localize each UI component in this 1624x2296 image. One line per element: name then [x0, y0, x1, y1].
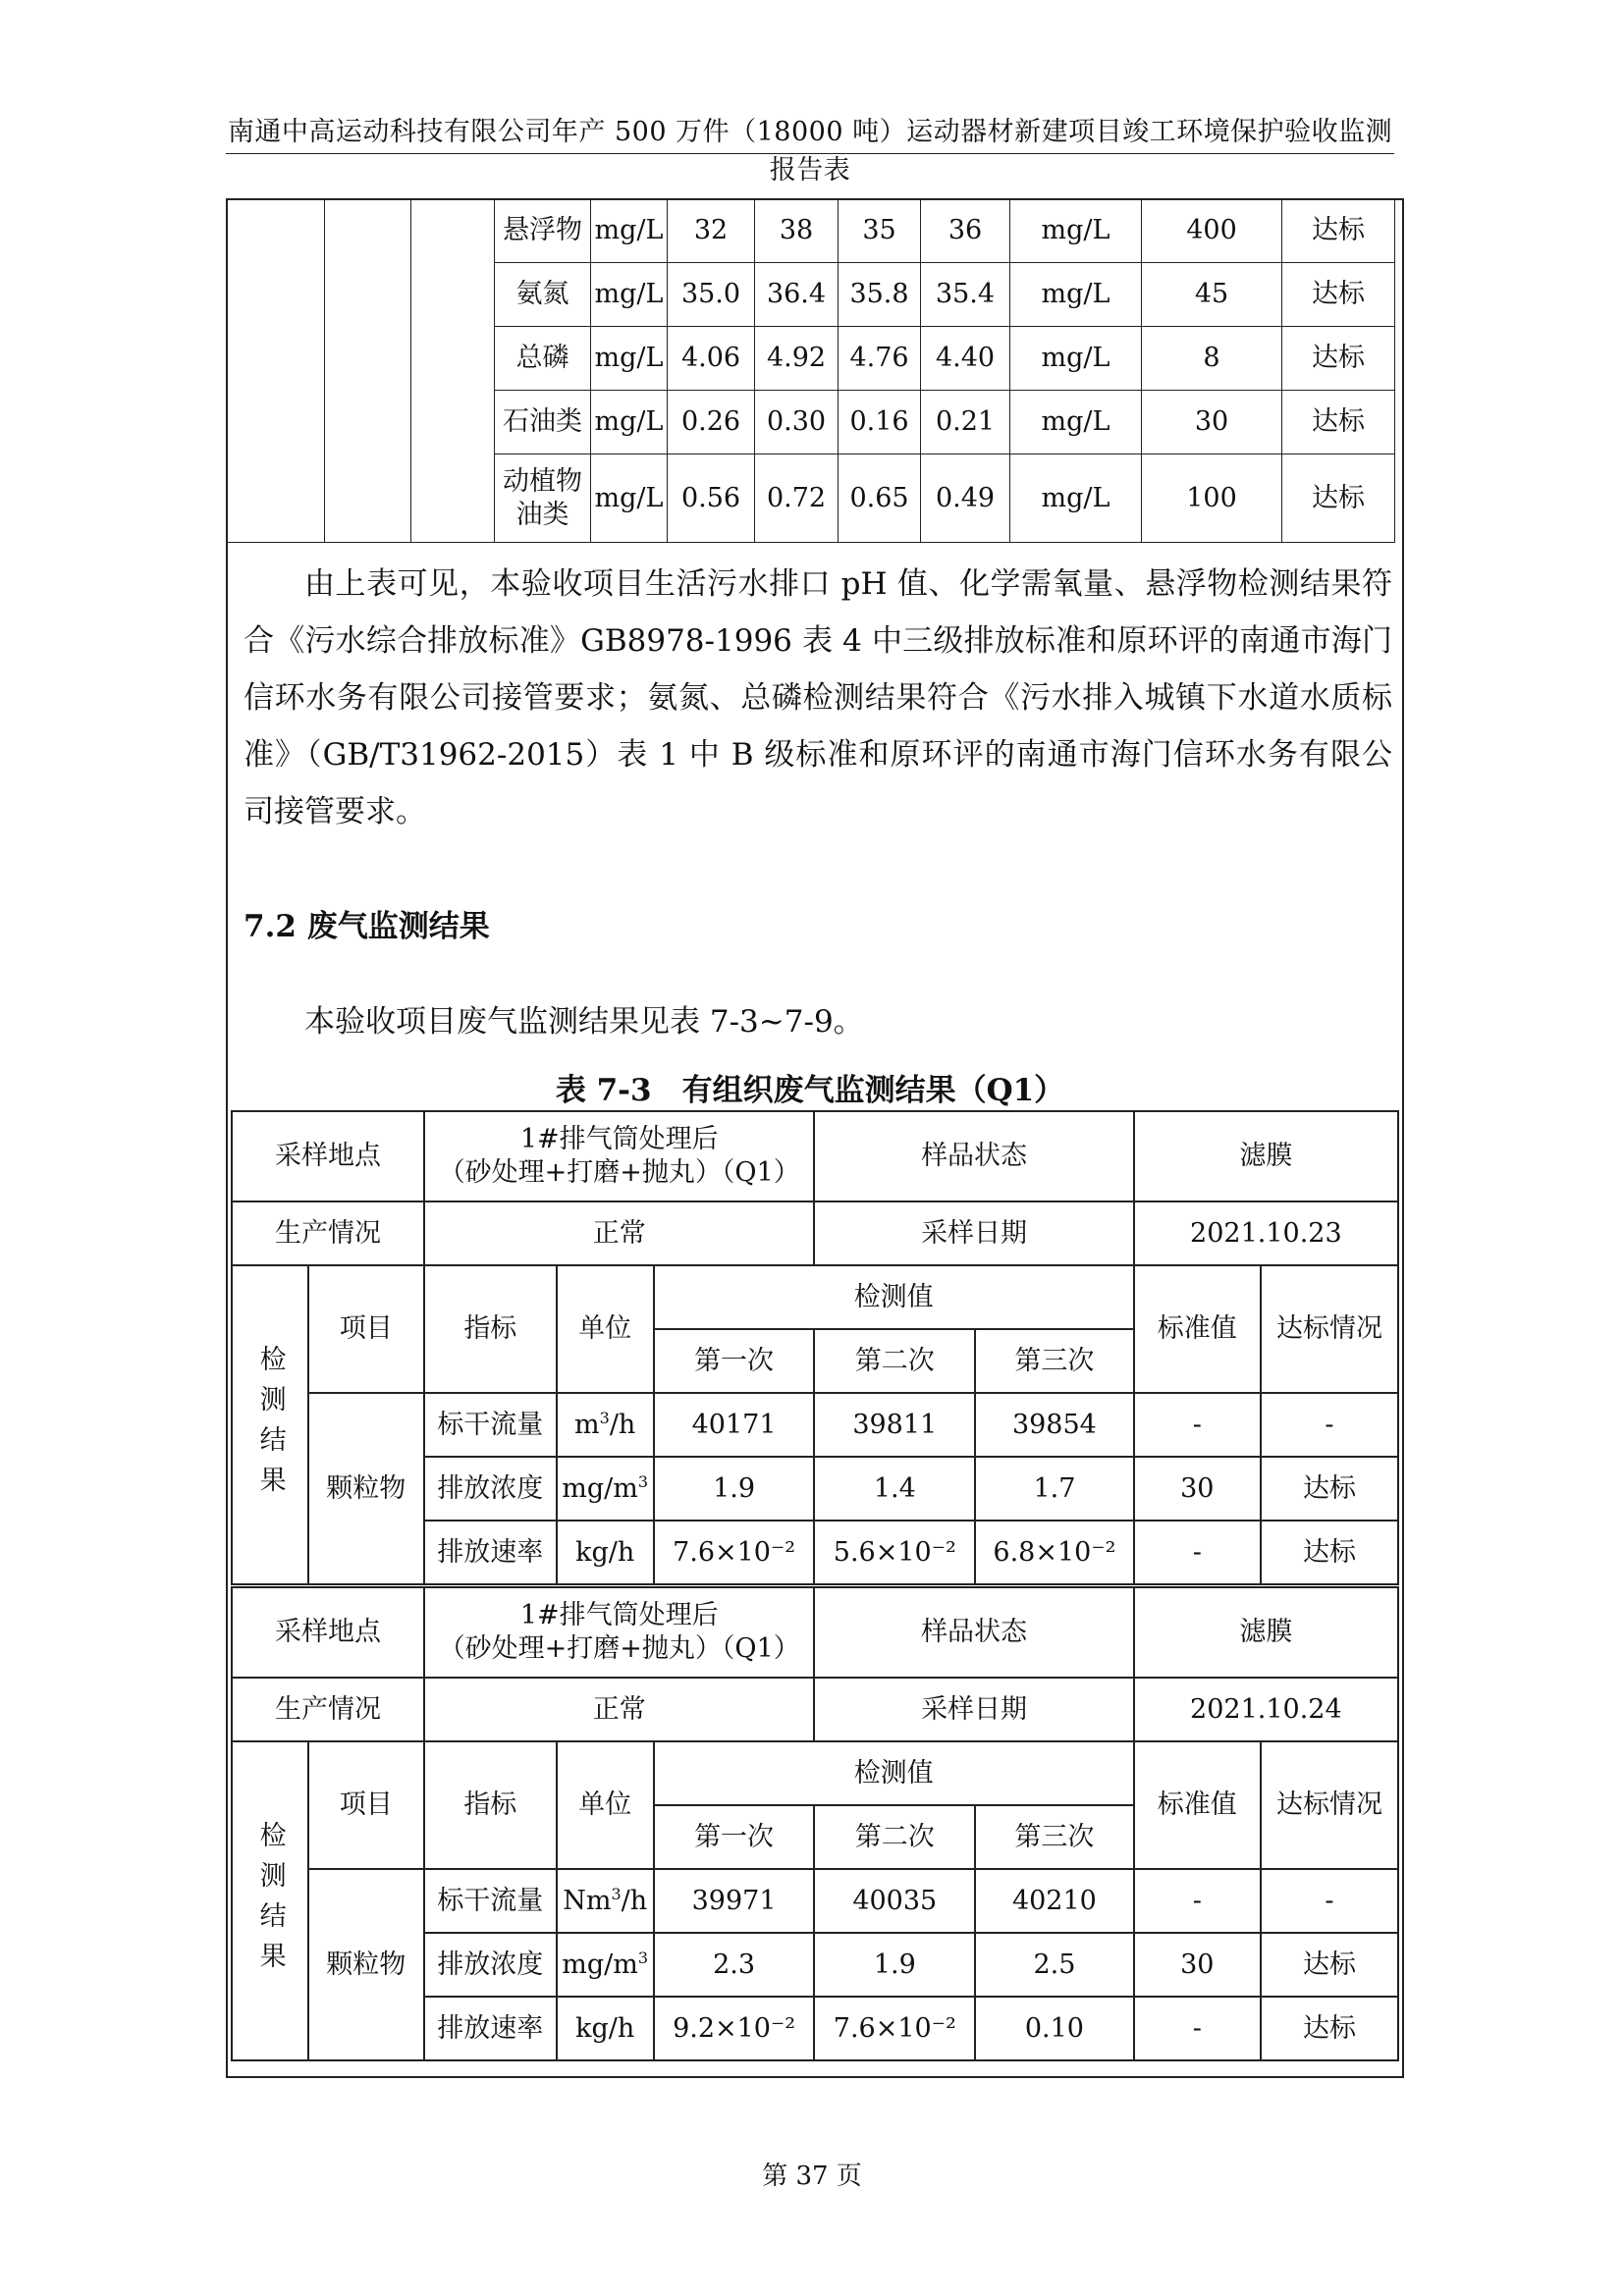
cell-result: 达标 — [1282, 391, 1395, 454]
row-std: 30 — [1134, 1933, 1261, 1997]
col-third: 第三次 — [975, 1329, 1134, 1393]
row-value-3: 40210 — [975, 1869, 1134, 1933]
site-line2: （砂处理+打磨+抛丸）（Q1） — [438, 1157, 800, 1188]
col-item: 项目 — [308, 1741, 424, 1869]
site-label: 采样地点 — [232, 1587, 424, 1678]
section-heading: 7.2 废气监测结果 — [244, 909, 490, 944]
table-row — [227, 199, 1395, 263]
cell-item: 氨氮 — [495, 263, 591, 327]
cell-std: 400 — [1142, 199, 1282, 263]
row-index: 排放速率 — [424, 1997, 557, 2060]
row-result: 达标 — [1261, 1997, 1398, 2060]
cell-v3: 0.16 — [839, 391, 921, 454]
row-value-2: 1.9 — [814, 1933, 975, 1997]
state-label: 样品状态 — [814, 1587, 1133, 1678]
table-row — [232, 1869, 1398, 1933]
blank-cell — [411, 199, 495, 543]
cell-v3: 0.65 — [839, 454, 921, 543]
col-index: 指标 — [424, 1265, 557, 1393]
col-std: 标准值 — [1134, 1265, 1261, 1393]
cell-v3: 35 — [839, 199, 921, 263]
row-result: 达标 — [1261, 1457, 1398, 1521]
col-result: 达标情况 — [1261, 1265, 1398, 1393]
col-second: 第二次 — [814, 1805, 975, 1869]
cell-unit2: mg/L — [1010, 327, 1142, 391]
row-value-3: 2.5 — [975, 1933, 1134, 1997]
row-value-2: 40035 — [814, 1869, 975, 1933]
row-result: - — [1261, 1869, 1398, 1933]
site-line1: 1#排气筒处理后 — [519, 1600, 719, 1631]
site-label: 采样地点 — [232, 1111, 424, 1201]
site-line1: 1#排气筒处理后 — [519, 1124, 719, 1155]
cell-v1: 32 — [668, 199, 755, 263]
cell-result: 达标 — [1282, 327, 1395, 391]
row-value-2: 7.6×10⁻² — [814, 1997, 975, 2060]
wastewater-table-continued — [226, 198, 1395, 543]
row-unit: $mg/m^3$ — [557, 1457, 654, 1521]
col-unit: 单位 — [557, 1741, 654, 1869]
col-first: 第一次 — [654, 1329, 815, 1393]
row-std: - — [1134, 1393, 1261, 1457]
result-label: 检测结果 — [254, 1820, 286, 1982]
cell-unit2: mg/L — [1010, 391, 1142, 454]
cell-v4: 0.21 — [921, 391, 1010, 454]
row-value-2: 5.6×10⁻² — [814, 1521, 975, 1584]
date-value: 2021.10.23 — [1134, 1201, 1398, 1265]
cell-v2: 0.30 — [755, 391, 839, 454]
date-label: 采样日期 — [814, 1678, 1133, 1741]
row-index: 排放浓度 — [424, 1933, 557, 1997]
row-std: - — [1134, 1869, 1261, 1933]
cell-std: 8 — [1142, 327, 1282, 391]
row-value-2: 39811 — [814, 1393, 975, 1457]
cell-unit2: mg/L — [1010, 263, 1142, 327]
page-number: 第 37 页 — [762, 2162, 862, 2191]
row-value-1: 7.6×10⁻² — [654, 1521, 815, 1584]
cell-std: 30 — [1142, 391, 1282, 454]
cell-unit2: mg/L — [1010, 199, 1142, 263]
col-first: 第一次 — [654, 1805, 815, 1869]
cell-v4: 4.40 — [921, 327, 1010, 391]
prod-value: 正常 — [424, 1678, 814, 1741]
state-value: 滤膜 — [1134, 1587, 1398, 1678]
pollutant: 颗粒物 — [308, 1393, 424, 1584]
row-index: 标干流量 — [424, 1393, 557, 1457]
result-label-cell — [232, 1265, 308, 1584]
blank-cell — [227, 199, 325, 543]
cell-result: 达标 — [1282, 454, 1395, 543]
prod-label: 生产情况 — [232, 1678, 424, 1741]
row-unit: $m^3/h$ — [557, 1393, 654, 1457]
cell-v2: 0.72 — [755, 454, 839, 543]
gas-table-day1 — [231, 1110, 1399, 1585]
col-result: 达标情况 — [1261, 1741, 1398, 1869]
date-label: 采样日期 — [814, 1201, 1133, 1265]
gas-table-day2 — [231, 1586, 1399, 2061]
paragraph-conclusion: 由上表可见，本验收项目生活污水排口 pH 值、化学需氧量、悬浮物检测结果符合《污水综合排放标准》GB8978-1996 表 4 中三级排放标准和原环评的南通市海门信环水务有限公司接管要求；氨氮、总磷检测结果符合《污水排入城镇下水道水质标准》（GB/T31962-2015）表 1 中 B 级标准和原环评的南通市海门信环水务有限公司接管要求。 — [244, 566, 1392, 829]
cell-v2: 38 — [755, 199, 839, 263]
cell-v4: 0.49 — [921, 454, 1010, 543]
cell-v2: 36.4 — [755, 263, 839, 327]
site-line2: （砂处理+打磨+抛丸）（Q1） — [438, 1633, 800, 1664]
result-label-cell — [232, 1741, 308, 2060]
cell-v1: 0.26 — [668, 391, 755, 454]
cell-v3: 4.76 — [839, 327, 921, 391]
row-unit: $mg/m^3$ — [557, 1933, 654, 1997]
cell-v1: 4.06 — [668, 327, 755, 391]
cell-item: 动植物油类 — [495, 454, 591, 543]
col-index: 指标 — [424, 1741, 557, 1869]
row-index: 排放浓度 — [424, 1457, 557, 1521]
row-std: - — [1134, 1521, 1261, 1584]
cell-v1: 0.56 — [668, 454, 755, 543]
col-values: 检测值 — [654, 1741, 1134, 1805]
cell-v3: 35.8 — [839, 263, 921, 327]
col-values: 检测值 — [654, 1265, 1134, 1329]
row-value-3: 39854 — [975, 1393, 1134, 1457]
row-index: 标干流量 — [424, 1869, 557, 1933]
row-unit: kg/h — [557, 1521, 654, 1584]
cell-item: 石油类 — [495, 391, 591, 454]
cell-item: 悬浮物 — [495, 199, 591, 263]
row-result: 达标 — [1261, 1521, 1398, 1584]
date-value: 2021.10.24 — [1134, 1678, 1398, 1741]
prod-label: 生产情况 — [232, 1201, 424, 1265]
row-index: 排放速率 — [424, 1521, 557, 1584]
cell-unit: mg/L — [591, 327, 668, 391]
row-value-3: 6.8×10⁻² — [975, 1521, 1134, 1584]
col-third: 第三次 — [975, 1805, 1134, 1869]
site-value — [424, 1111, 814, 1201]
cell-v1: 35.0 — [668, 263, 755, 327]
table-row — [232, 1393, 1398, 1457]
blank-cell — [325, 199, 411, 543]
cell-v4: 35.4 — [921, 263, 1010, 327]
page-header: 南通中高运动科技有限公司年产 500 万件（18000 吨）运动器材新建项目竣工环境保护验收监测报告表 — [227, 117, 1393, 186]
row-result: - — [1261, 1393, 1398, 1457]
row-std: 30 — [1134, 1457, 1261, 1521]
row-unit: Nm$^3$/h — [557, 1869, 654, 1933]
cell-result: 达标 — [1282, 263, 1395, 327]
row-std: - — [1134, 1997, 1261, 2060]
cell-item: 总磷 — [495, 327, 591, 391]
cell-std: 45 — [1142, 263, 1282, 327]
row-value-1: 39971 — [654, 1869, 815, 1933]
table-caption: 表 7-3 有组织废气监测结果（Q1） — [555, 1073, 1065, 1108]
cell-std: 100 — [1142, 454, 1282, 543]
prod-value: 正常 — [424, 1201, 814, 1265]
pollutant: 颗粒物 — [308, 1869, 424, 2060]
row-value-1: 1.9 — [654, 1457, 815, 1521]
cell-unit: mg/L — [591, 391, 668, 454]
header-rule — [226, 153, 1394, 154]
cell-unit: mg/L — [591, 454, 668, 543]
row-value-1: 40171 — [654, 1393, 815, 1457]
col-item: 项目 — [308, 1265, 424, 1393]
col-second: 第二次 — [814, 1329, 975, 1393]
row-value-2: 1.4 — [814, 1457, 975, 1521]
cell-v2: 4.92 — [755, 327, 839, 391]
result-label: 检测结果 — [254, 1344, 286, 1506]
cell-unit: mg/L — [591, 263, 668, 327]
row-value-1: 2.3 — [654, 1933, 815, 1997]
row-value-3: 0.10 — [975, 1997, 1134, 2060]
cell-unit2: mg/L — [1010, 454, 1142, 543]
row-value-3: 1.7 — [975, 1457, 1134, 1521]
cell-unit: mg/L — [591, 199, 668, 263]
col-std: 标准值 — [1134, 1741, 1261, 1869]
site-value — [424, 1587, 814, 1678]
col-unit: 单位 — [557, 1265, 654, 1393]
row-value-1: 9.2×10⁻² — [654, 1997, 815, 2060]
row-unit: kg/h — [557, 1997, 654, 2060]
state-label: 样品状态 — [814, 1111, 1133, 1201]
cell-result: 达标 — [1282, 199, 1395, 263]
paragraph-intro: 本验收项目废气监测结果见表 7-3~7-9。 — [304, 1004, 864, 1040]
row-result: 达标 — [1261, 1933, 1398, 1997]
cell-v4: 36 — [921, 199, 1010, 263]
state-value: 滤膜 — [1134, 1111, 1398, 1201]
